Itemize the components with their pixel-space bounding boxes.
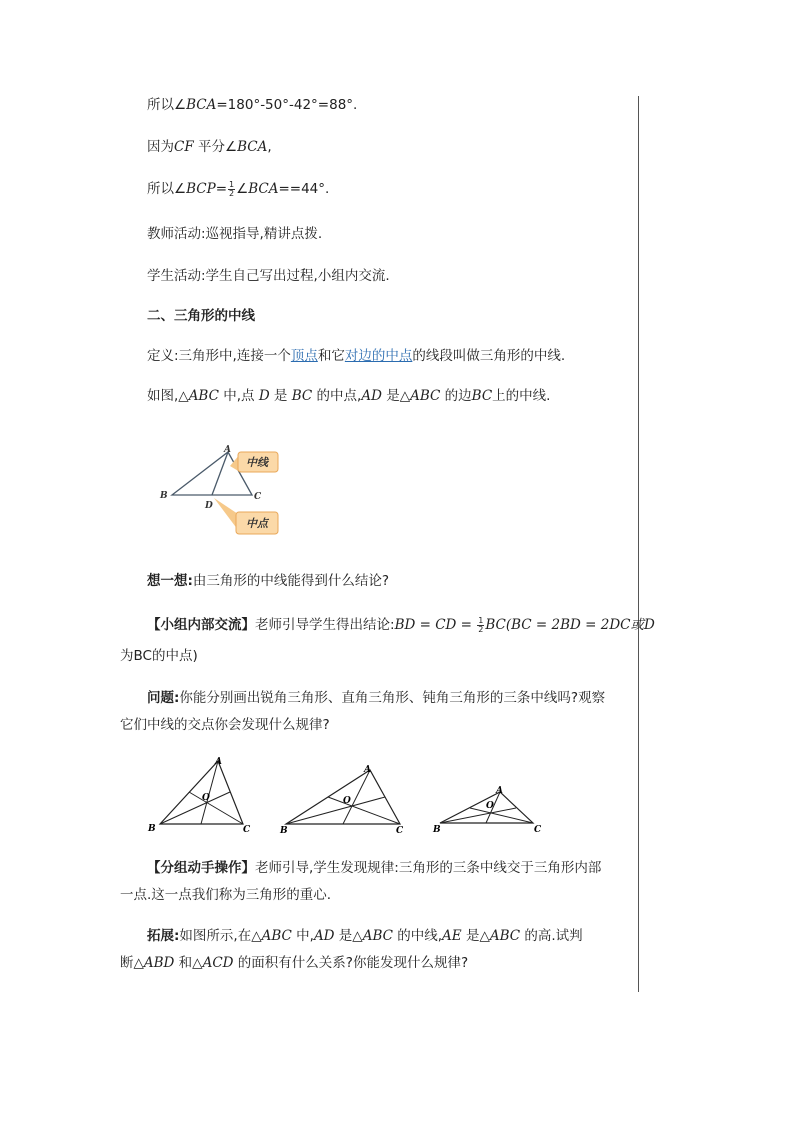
denominator: 2 [478,624,484,634]
text-line-angle-bca [147,96,357,114]
section-heading: 二、三角形的中线 [147,308,255,324]
text: 所以∠ [147,97,187,113]
text: 和△ [174,955,203,971]
text: 老师引导学生得出结论: [255,617,395,633]
right-triangle-figure [278,760,408,837]
math-var: AD [361,388,382,404]
text-line-group-cont: 为BC的中点) [120,648,198,664]
text-line-student-activity: 学生活动:学生自己写出过程,小组内交流. [147,268,390,284]
text-line-example [147,387,550,405]
text-line-bisect [147,138,272,156]
text: 如图所示,在△ [179,928,262,944]
median [189,792,243,824]
math-var: ABC [188,388,219,404]
text: ==44°. [278,181,330,197]
text: 和它 [317,348,345,364]
label-think: 想一想: [147,573,193,589]
math-var: BCP [186,181,216,197]
text: 的中点, [312,388,362,404]
centroid-label-o: O [486,801,494,811]
math-var: ABC [261,928,292,944]
text: 是△ [334,928,363,944]
math-var: ABC [489,928,521,944]
acute-triangle-figure [145,752,260,837]
label-group-discussion: 【小组内部交流】 [147,617,255,633]
vertex-label-d: D [205,501,213,511]
text: 上的中线. [492,388,551,404]
math-var: BCA [237,139,268,155]
vertex-label-b: B [433,825,441,835]
link-midpoint-opposite[interactable]: 对边的中点 [344,348,413,364]
label-question: 问题: [147,690,180,706]
text-line-group-operation-cont: 一点.这一点我们称为三角形的重心. [120,887,332,903]
text: 因为 [147,139,174,155]
denominator: 2 [229,188,235,198]
text: 平分∠ [193,139,238,155]
text-line-angle-bcp [147,180,329,198]
vertex-label-c: C [396,826,404,836]
text: 你能分别画出锐角三角形、直角三角形、钝角三角形的三条中线吗?观察 [179,690,606,706]
fraction [228,181,235,198]
callout-pointer-midpoint [214,498,238,530]
math-var: BC [471,388,493,404]
math-var: ABC [410,388,441,404]
text-line-question-cont: 它们中线的交点你会发现什么规律? [120,717,330,733]
math-var: AE [442,928,462,944]
math-var: ABD [143,955,175,971]
math-var: BC [291,388,313,404]
text-line-question [147,689,605,707]
median [160,792,230,824]
callout-median-label: 中线 [246,456,268,469]
vertex-label-c: C [243,825,251,835]
text: , [267,139,272,155]
centroid-label-o: O [202,793,210,803]
text: 由三角形的中线能得到什么结论? [192,573,390,589]
math-var: BCA [248,181,279,197]
text-line-think [147,572,389,590]
text: 的线段叫做三角形的中线. [412,348,566,364]
obtuse-triangle-figure [430,778,550,837]
numerator: 1 [478,615,484,625]
text: 的中线, [392,928,443,944]
math-expression: BD = CD = [394,617,477,633]
text-line-extension-cont [120,954,468,972]
text: 断△ [120,955,144,971]
math-var: ACD [202,955,234,971]
text: 定义:三角形中,连接一个 [147,348,291,364]
vertex-label-a: A [215,757,222,767]
math-var: CF [174,139,194,155]
text: 如图,△ [147,388,189,404]
text: =180°-50°-42°=88°. [216,97,358,113]
text: ∠ [236,181,249,197]
math-var: BCA [186,97,217,113]
text-line-group-discussion [147,616,655,634]
median-figure [150,440,290,540]
vertex-label-c: C [254,492,262,502]
text: 是△ [381,388,411,404]
text: 的边 [440,388,472,404]
median [328,797,400,824]
text: 的高.试判 [520,928,583,944]
text: 的面积有什么关系?你能发现什么规律? [233,955,469,971]
math-var: AD [313,928,335,944]
centroid-label-o: O [343,796,351,806]
vertex-label-b: B [160,491,168,501]
text-line-definition [147,347,565,365]
math-var: D [258,388,270,404]
text: 是 [269,388,292,404]
text: 老师引导,学生发现规律:三角形的三条中线交于三角形内部 [255,860,602,876]
label-extension: 拓展: [147,928,180,944]
text: 中,点 [218,388,259,404]
vertex-label-b: B [148,824,156,834]
text: 是△ [461,928,490,944]
text-line-teacher-activity: 教师活动:巡视指导,精讲点拨. [147,226,323,242]
label-group-operation: 【分组动手操作】 [147,860,255,876]
math-var: ABC [362,928,393,944]
math-expression: BC(BC = 2BD = 2DC或D [485,617,655,633]
text: 中, [291,928,314,944]
median [286,797,385,824]
text: 所以∠ [147,181,187,197]
text-line-extension [147,927,583,945]
numerator: 1 [229,179,235,189]
vertex-label-a: A [224,445,231,455]
text: = [215,181,228,197]
callout-midpoint-label: 中点 [246,517,268,530]
fraction [477,617,484,634]
text-line-group-operation [147,859,601,877]
vertex-label-b: B [280,826,288,836]
vertex-label-a: A [496,786,503,796]
vertex-label-a: A [364,765,371,775]
vertex-label-c: C [534,825,542,835]
page-border-line [638,96,639,992]
link-vertex[interactable]: 顶点 [290,348,318,364]
